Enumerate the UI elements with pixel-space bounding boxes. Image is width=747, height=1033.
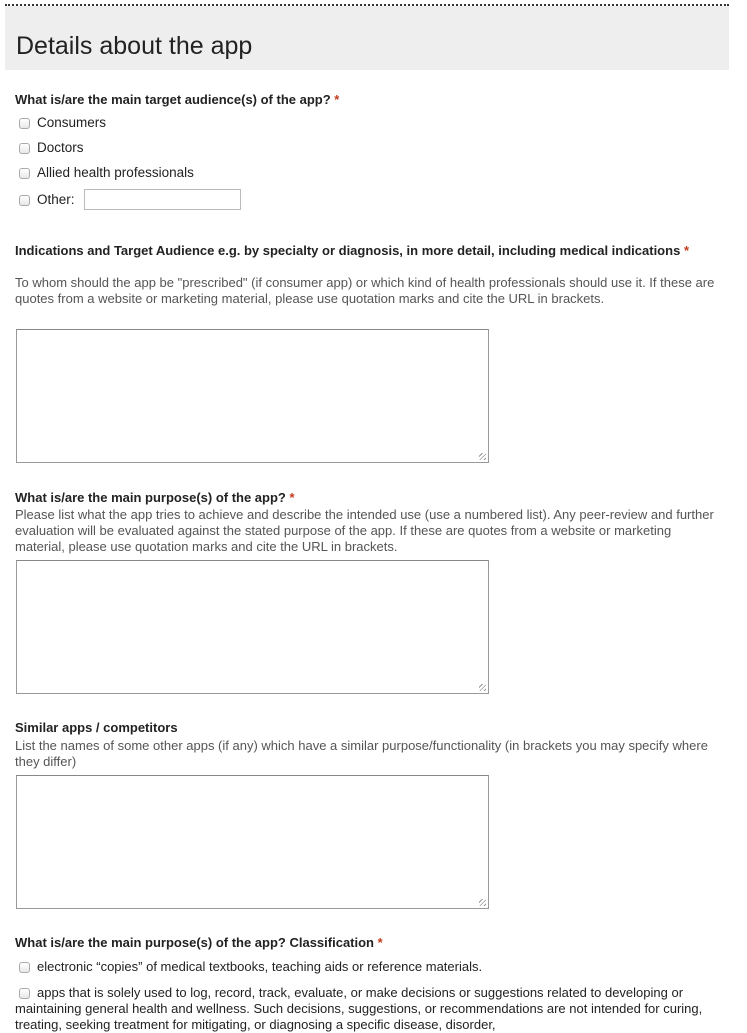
purpose-label: What is/are the main purpose(s) of the app? (15, 490, 286, 505)
option-label: Consumers (37, 115, 107, 130)
section-title: Details about the app (16, 32, 253, 60)
similar-textarea[interactable] (16, 775, 489, 909)
audience-label: What is/are the main target audience(s) of the app? (15, 92, 331, 107)
purpose-textarea[interactable] (16, 560, 489, 694)
similar-question (15, 720, 715, 736)
checkbox[interactable] (19, 143, 30, 154)
classification-label: What is/are the main purpose(s) of the app? Classification (15, 935, 374, 950)
option-label: electronic “copies” of medical textbooks, teaching aids or reference materials. (37, 959, 483, 974)
required-marker: * (683, 243, 689, 258)
required-marker: * (289, 490, 295, 505)
similar-help: List the names of some other apps (if any) which have a similar purpose/functionality (in brackets you may specify where they differ) (15, 738, 708, 769)
indications-question (15, 243, 715, 259)
checkbox[interactable] (19, 118, 30, 129)
option-doctors[interactable] (19, 139, 84, 157)
classification-option-wellness[interactable] (15, 985, 725, 1033)
classification-question (15, 935, 715, 951)
audience-question (15, 92, 715, 108)
option-label: Other: (37, 192, 75, 207)
indications-help: To whom should the app be "prescribed" (if consumer app) or which kind of health professionals should use it. If these are quotes from a website or marketing material, please use quotation marks and cite the URL in brackets. (15, 275, 715, 306)
indications-textarea[interactable] (16, 329, 489, 463)
required-marker: * (334, 92, 340, 107)
checkbox[interactable] (19, 168, 30, 179)
indications-label: Indications and Target Audience e.g. by specialty or diagnosis, in more detail, including medical indications (15, 243, 681, 258)
option-label: Allied health professionals (37, 165, 194, 180)
option-other[interactable] (19, 191, 75, 209)
option-allied-health[interactable] (19, 164, 194, 182)
required-marker: * (377, 935, 383, 950)
resize-handle-icon[interactable] (479, 453, 486, 460)
resize-handle-icon[interactable] (479, 899, 486, 906)
purpose-question (15, 490, 715, 506)
checkbox[interactable] (19, 988, 30, 999)
checkbox[interactable] (19, 962, 30, 973)
option-label: Doctors (37, 140, 84, 155)
other-text-input[interactable] (84, 189, 241, 210)
purpose-help: Please list what the app tries to achieve and describe the intended use (use a numbered list). Any peer-review and further evaluation will be evaluated against the stated purpose of the app. If these are quotes from a website or marketing material, please use quotation marks and cite the URL in brackets. (15, 507, 714, 554)
option-consumers[interactable] (19, 114, 106, 132)
option-label: apps that is solely used to log, record, track, evaluate, or make decisions or suggestions related to developing or maintaining general health and wellness. Such decisions, suggestions, or recommendations are not intended for curing, treating, seeking treatment for mitigating, or diagnosing a specific disease, disorder, (15, 985, 703, 1032)
checkbox[interactable] (19, 195, 30, 206)
similar-label: Similar apps / competitors (15, 720, 178, 735)
section-header (5, 6, 729, 70)
resize-handle-icon[interactable] (479, 684, 486, 691)
classification-option-textbooks[interactable] (15, 959, 725, 975)
